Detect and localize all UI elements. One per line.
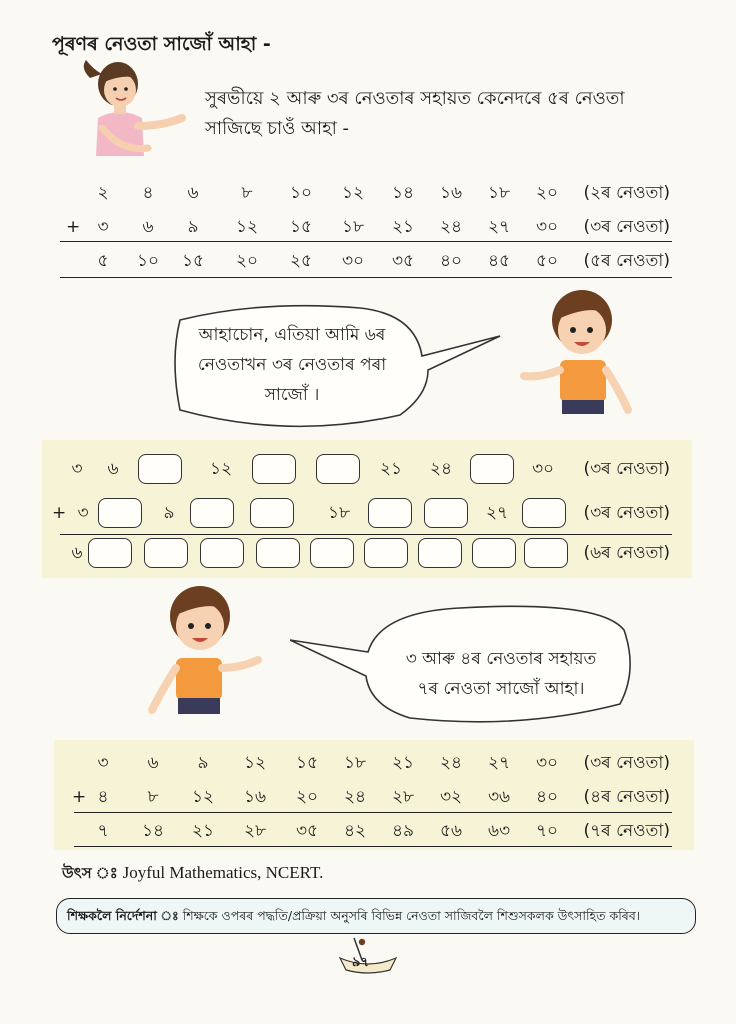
answer-box[interactable] — [470, 454, 514, 484]
bubble1-line: সাজোঁ । — [264, 385, 320, 405]
girl-illustration — [72, 56, 192, 166]
answer-box[interactable] — [200, 538, 244, 568]
table1-cell: ১২ — [341, 183, 365, 203]
table1-cell: ১৮ — [487, 183, 511, 203]
table1-cell: ১৮ — [341, 217, 365, 237]
table2-cell: ১২ — [209, 459, 233, 479]
table2-row2 — [52, 498, 672, 528]
source-label: উৎস ঃ — [62, 864, 118, 882]
answer-box[interactable] — [524, 538, 568, 568]
table3-cell: ২৮ — [391, 787, 415, 807]
table3-row3 — [60, 816, 672, 846]
table1-cell: ২ — [97, 183, 109, 203]
boy-illustration — [520, 286, 640, 426]
table3-cell: ৩০ — [535, 753, 559, 773]
source-text: Joyful Mathematics, NCERT. — [122, 863, 324, 882]
table1-label: (৩ৰ নেওতা) — [583, 217, 670, 237]
table3-cell: ৪২ — [343, 821, 367, 841]
boy-illustration-2 — [140, 582, 265, 727]
table1-cell: ৪০ — [439, 251, 463, 271]
answer-box[interactable] — [138, 454, 182, 484]
table3-label: (৩ৰ নেওতা) — [583, 753, 670, 773]
table2-label: (৩ৰ নেওতা) — [583, 503, 670, 523]
table3-cell: ৩২ — [439, 787, 463, 807]
table1-row1 — [60, 178, 672, 208]
plus-sign: + — [66, 217, 81, 237]
table3-cell: ১৬ — [243, 787, 267, 807]
table1-cell: ২৪ — [439, 217, 463, 237]
answer-box[interactable] — [256, 538, 300, 568]
answer-box[interactable] — [310, 538, 354, 568]
bubble2-line: ৭ৰ নেওতা সাজোঁ আহা। — [417, 679, 585, 699]
sum-line — [74, 812, 672, 813]
table3-cell: ২৪ — [439, 753, 463, 773]
table3-cell: ১২ — [191, 787, 215, 807]
table3-row1 — [60, 748, 672, 778]
table3-cell: ৭ — [97, 821, 109, 841]
table2-cell: ৩০ — [531, 459, 555, 479]
table1-cell: ২৭ — [487, 217, 511, 237]
answer-box[interactable] — [368, 498, 412, 528]
answer-box[interactable] — [418, 538, 462, 568]
bubble1-line: আহাচোন, এতিয়া আমি ৬ৰ — [198, 325, 386, 345]
table2-row1 — [60, 454, 672, 484]
table1-label: (২ৰ নেওতা) — [583, 183, 670, 203]
answer-box[interactable] — [424, 498, 468, 528]
answer-box[interactable] — [316, 454, 360, 484]
table2-cell: ৯ — [163, 503, 175, 523]
answer-box[interactable] — [522, 498, 566, 528]
teacher-note-box — [56, 898, 696, 934]
answer-box[interactable] — [144, 538, 188, 568]
table2-cell: ৬ — [107, 459, 119, 479]
table1-cell: ৬ — [142, 217, 154, 237]
sum-line — [60, 534, 672, 535]
table3-cell: ৩ — [97, 753, 109, 773]
table3-cell: ২৭ — [487, 753, 511, 773]
bubble2-line: ৩ আৰু ৪ৰ নেওতাৰ সহায়ত — [405, 649, 597, 669]
table3-cell: ৪০ — [535, 787, 559, 807]
table1-cell: ৪ — [142, 183, 154, 203]
table1-cell: ৩ — [97, 217, 109, 237]
table2-cell: ২৪ — [429, 459, 453, 479]
table3-cell: ৬ — [147, 753, 159, 773]
table3-cell: ৩৫ — [295, 821, 319, 841]
table1-cell: ১৪ — [391, 183, 415, 203]
table1-cell: ২০ — [535, 183, 559, 203]
table3-cell: ২১ — [391, 753, 415, 773]
table1-cell: ১০ — [289, 183, 313, 203]
bottom-line — [60, 277, 672, 278]
table3-cell: ২৪ — [343, 787, 367, 807]
page-heading: পূৰণৰ নেওতা সাজোঁ আহা - — [52, 33, 271, 55]
table3-label: (৭ৰ নেওতা) — [583, 821, 670, 841]
table1-cell: ২০ — [235, 251, 259, 271]
table1-cell: ২৫ — [289, 251, 313, 271]
table1-cell: ১২ — [235, 217, 259, 237]
sum-line — [60, 241, 672, 242]
table2-cell: ৩ — [77, 503, 89, 523]
table3-cell: ২০ — [295, 787, 319, 807]
table1-cell: ৮ — [241, 183, 253, 203]
table3-label: (৪ৰ নেওতা) — [583, 787, 670, 807]
table1-cell: ২১ — [391, 217, 415, 237]
table3-cell: ৮ — [147, 787, 159, 807]
table2-row3 — [60, 538, 672, 568]
answer-box[interactable] — [472, 538, 516, 568]
table1-row2 — [60, 212, 672, 242]
bubble1-text — [172, 320, 412, 410]
answer-box[interactable] — [98, 498, 142, 528]
table1-cell: ৫০ — [535, 251, 559, 271]
table3-cell: ১৪ — [141, 821, 165, 841]
answer-box[interactable] — [252, 454, 296, 484]
table2-cell: ৩ — [71, 459, 83, 479]
table3-cell: ৪৯ — [391, 821, 415, 841]
table1-cell: ১৫ — [181, 251, 205, 271]
table3-cell: ৩৬ — [487, 787, 511, 807]
answer-box[interactable] — [250, 498, 294, 528]
table3-cell: ১২ — [243, 753, 267, 773]
page-number: ৯৭ — [352, 955, 369, 970]
table2-cell: ২৭ — [485, 503, 509, 523]
plus-sign: + — [72, 787, 87, 807]
table2-cell: ১৮ — [327, 503, 351, 523]
table1-label: (৫ৰ নেওতা) — [583, 251, 670, 271]
table3-cell: ৯ — [197, 753, 209, 773]
answer-box[interactable] — [88, 538, 132, 568]
table1-cell: ৩০ — [535, 217, 559, 237]
table2-cell: ২১ — [379, 459, 403, 479]
table1-cell: ১০ — [136, 251, 160, 271]
table2-cell: ৬ — [71, 543, 83, 563]
table1-cell: ১৫ — [289, 217, 313, 237]
note-label: শিক্ষকলৈ নিৰ্দেশনা ঃ — [67, 908, 179, 923]
bubble1-line: নেওতাখন ৩ৰ নেওতাৰ পৰা — [197, 355, 387, 375]
table1-cell: ৩৫ — [391, 251, 415, 271]
answer-box[interactable] — [190, 498, 234, 528]
table3-cell: ২৮ — [243, 821, 267, 841]
table3-cell: ১৫ — [295, 753, 319, 773]
intro-text: সুৰভীয়ে ২ আৰু ৩ৰ নেওতাৰ সহায়ত কেনেদৰে ৫ৰ নেওতা সাজিছে চাওঁ আহা - — [205, 88, 625, 139]
table1-cell: ৪৫ — [487, 251, 511, 271]
answer-box[interactable] — [364, 538, 408, 568]
bubble2-text — [376, 644, 626, 704]
table1-cell: ৬ — [187, 183, 199, 203]
note-text: শিক্ষকে ওপৰৰ পদ্ধতি/প্ৰক্ৰিয়া অনুসৰি বিভিন্ন নেওতা সাজিবলৈ শিশুসকলক উৎসাহিত কৰিব। — [182, 908, 641, 923]
table3-cell: ৫৬ — [439, 821, 463, 841]
table3-cell: ৬৩ — [487, 821, 511, 841]
table1-cell: ৫ — [97, 251, 109, 271]
table1-cell: ৩০ — [341, 251, 365, 271]
table3-row2 — [60, 782, 672, 812]
table2-label: (৩ৰ নেওতা) — [583, 459, 670, 479]
table3-cell: ২১ — [191, 821, 215, 841]
source-line — [62, 862, 323, 887]
table1-cell: ১৬ — [439, 183, 463, 203]
table1-cell: ৯ — [187, 217, 199, 237]
table3-cell: ৪ — [97, 787, 109, 807]
table3-cell: ১৮ — [343, 753, 367, 773]
bottom-line — [74, 846, 672, 847]
table2-label: (৬ৰ নেওতা) — [583, 543, 670, 563]
plus-sign: + — [52, 503, 67, 523]
table3-cell: ৭০ — [535, 821, 559, 841]
table1-row3 — [60, 246, 672, 276]
